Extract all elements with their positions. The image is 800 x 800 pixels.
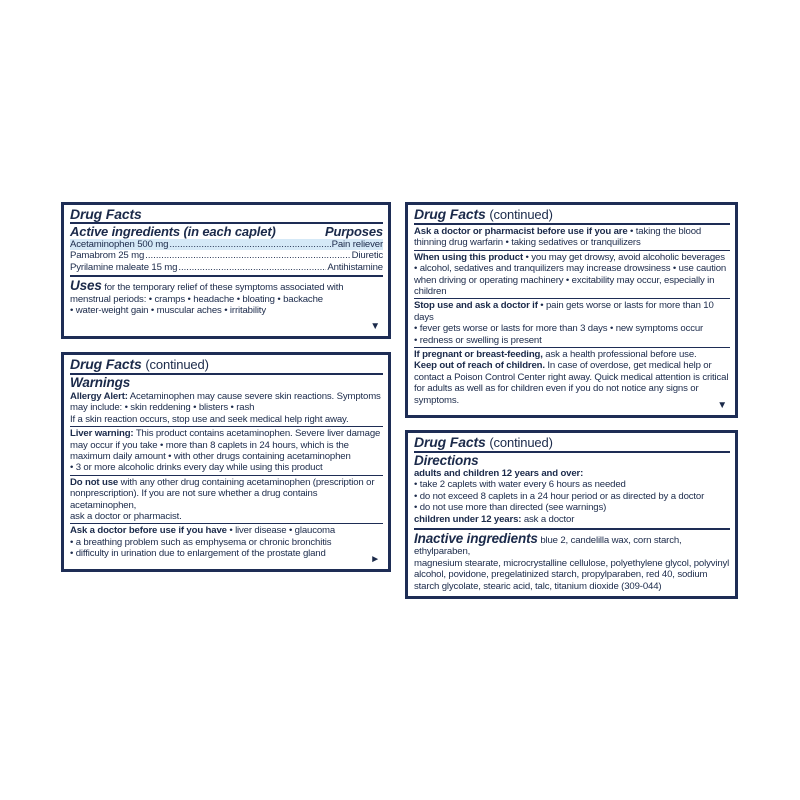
warnings-title: Warnings <box>70 375 131 390</box>
ingredient-row: Acetaminophen 500 mg ..... Pain reliever <box>70 239 383 250</box>
ask-doctor: Ask a doctor before use if you have • liver disease • glaucoma • a breathing problem such as emphysema or chronic bronchitis • difficulty in urination due to enlargement of the prostate gland <box>70 523 383 560</box>
uses-section: Uses for the temporary relief of these symptoms associated with menstrual periods: • cramps • headache • bloating • backache • water-weight gain • muscular aches • irritability <box>70 275 383 317</box>
pregnancy-warning: If pregnant or breast-feeding, ask a health professional before use. Keep out of reach of children. In case of overdose, get medical help or contact a Poison Control Center right away. Quick medical attention is critical for adults as well as for children even if you do not notice any signs or symptoms. <box>414 349 729 406</box>
when-using: When using this product • you may get drowsy, avoid alcoholic beverages • alcohol, sedatives and tranquilizers may increase drowsiness • use caution when driving or operating machinery • excitability may occur, especially in children <box>414 250 730 299</box>
drug-facts-panel-4 <box>405 430 738 599</box>
do-not-use: Do not use with any other drug containing acetaminophen (prescription or nonprescription). If you are not sure whether a drug contains acetaminophen, ask a doctor or pharmacist. <box>70 475 383 524</box>
uses-title: Uses <box>70 278 102 294</box>
panel-header: Drug Facts <box>70 206 142 222</box>
liver-warning: Liver warning: This product contains acetaminophen. Severe liver damage may occur if you take • more than 8 caplets in 24 hours, which is the maximum daily amount • with other drugs containing acetaminophen • 3 or more alcoholic drinks every day while using this product <box>70 426 383 475</box>
stop-use: Stop use and ask a doctor if • pain gets worse or lasts for more than 10 days • fever gets worse or lasts for more than 3 days • new symptoms occur • redness or swelling is present <box>414 298 730 347</box>
allergy-alert: Allergy Alert: Acetaminophen may cause severe skin reactions. Symptoms may include: • skin reddening • blisters • rash If a skin reaction occurs, stop use and seek medical help right away. <box>70 391 381 425</box>
keep-out-reach: Keep out of reach of children. <box>414 360 545 372</box>
continue-arrow-icon: ► <box>370 554 380 565</box>
continue-arrow-icon: ▼ <box>370 321 380 332</box>
panel-header: Drug Facts (continued) <box>414 206 553 222</box>
panel-header: Drug Facts (continued) <box>414 434 553 450</box>
directions-section: Directions adults and children 12 years and over: • take 2 caplets with water every 6 hours as needed • do not exceed 8 caplets in a 24 hour period or as directed by a doctor • do not use more than directed (see warnings) children under 12 years: ask a doctor <box>414 451 730 525</box>
purposes-title: Purposes <box>324 224 383 239</box>
active-ingredients-section <box>70 222 383 273</box>
ask-doctor-pharmacist: Ask a doctor or pharmacist before use if you are • taking the blood thinning drug warfarin • taking sedatives or tranquilizers <box>414 223 730 250</box>
ingredient-row: Pyrilamine maleate 15 mg ..... Antihistamine <box>70 262 383 273</box>
drug-facts-panel-2 <box>61 352 391 572</box>
ingredient-row: Pamabrom 25 mg ..... Diuretic <box>70 250 383 261</box>
active-ingredients-title: Active ingredients (in each caplet) <box>70 224 276 239</box>
drug-facts-panel-3 <box>405 202 738 418</box>
directions-title: Directions <box>414 453 479 468</box>
drug-facts-panel-1 <box>61 202 391 339</box>
continue-arrow-icon: ▼ <box>717 400 727 411</box>
inactive-ingredients: Inactive ingredients blue 2, candelilla wax, corn starch, ethylparaben, magnesium stearate, microcrystalline cellulose, polyethylene glycol, polyvinyl alcohol, povidone, pregelatinized starch, propylparaben, red 40, sodium starch glycolate, stearic acid, talc, titanium dioxide (309-044) <box>414 528 730 593</box>
warnings-section <box>70 373 383 426</box>
panel-header: Drug Facts (continued) <box>70 356 209 372</box>
inactive-title: Inactive ingredients <box>414 531 538 547</box>
